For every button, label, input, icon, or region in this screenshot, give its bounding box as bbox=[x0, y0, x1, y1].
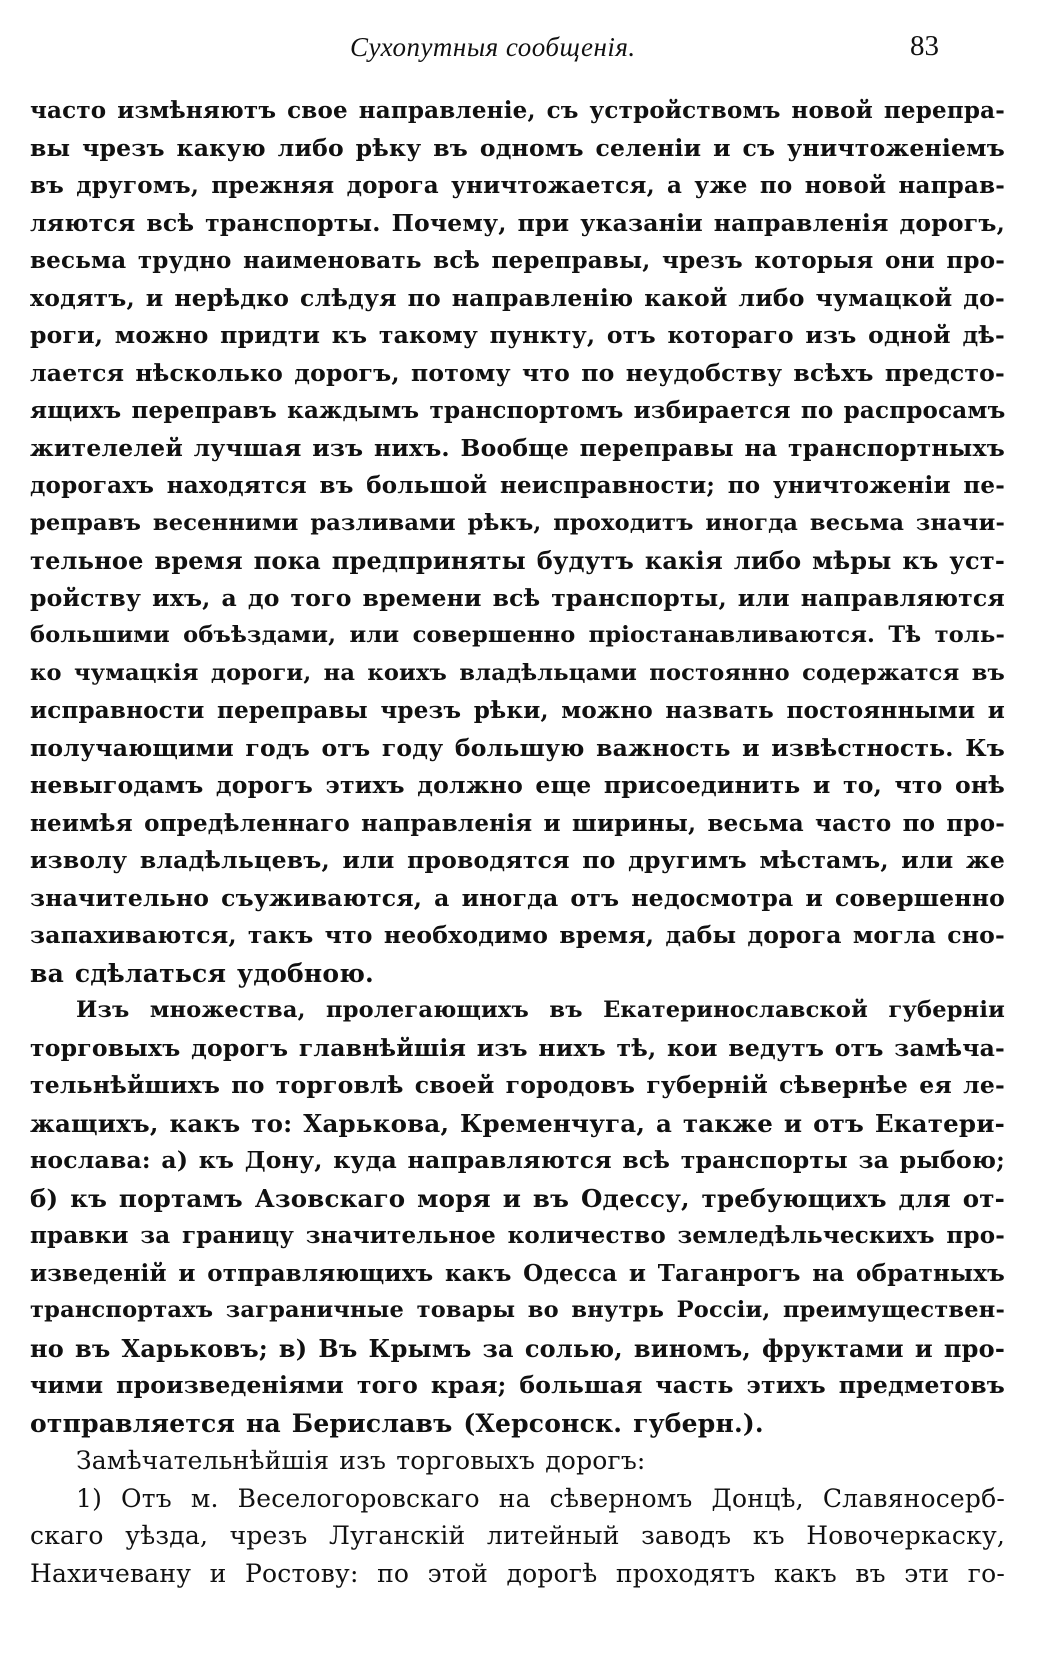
text-line: б) къ портамъ Азовскаго моря и въ Одессу, требующихъ для от- bbox=[30, 1183, 1005, 1213]
running-head bbox=[0, 30, 1061, 74]
body-text bbox=[30, 92, 1005, 1592]
text-line: нослава: а) къ Дону, куда направляются всѣ транспорты за рыбою; bbox=[30, 1146, 1005, 1174]
text-line: весьма трудно наименовать всѣ переправы, чрезъ которыя они про- bbox=[30, 247, 1005, 274]
text-line: торговыхъ дорогъ главнѣйшія изъ нихъ тѣ, кои ведутъ отъ замѣча- bbox=[30, 1033, 1005, 1062]
text-line: значительно съуживаются, а иногда отъ недосмотра и совершенно bbox=[30, 883, 1005, 912]
text-line: жащихъ, какъ то: Харькова, Кременчуга, а также и отъ Екатери- bbox=[30, 1108, 1005, 1138]
section-lead-line: Замѣчательнѣйшія изъ торговыхъ дорогъ: bbox=[76, 1446, 646, 1475]
page-number: 83 bbox=[910, 30, 939, 62]
text-line: роги, можно придти къ такому пункту, отъ котораго изъ одной дѣ- bbox=[30, 321, 1005, 349]
text-line: тельное время пока предприняты будутъ какія либо мѣры къ уст- bbox=[30, 546, 1005, 575]
text-line: ящихъ переправъ каждымъ транспортомъ избирается по распросамъ bbox=[30, 397, 1006, 424]
text-line: ходятъ, и нерѣдко слѣдуя по направленію какой либо чумацкой до- bbox=[30, 283, 1005, 312]
text-line: но въ Харьковъ; в) Въ Крымъ за солью, виномъ, фруктами и про- bbox=[30, 1333, 1005, 1363]
text-line: неимѣя опредѣленнаго направленія и ширины, весьма часто по про- bbox=[30, 809, 1005, 837]
running-title: Сухопутныя сообщенія. bbox=[350, 32, 636, 62]
text-line: Нахичевану и Ростову: по этой дорогѣ проходятъ какъ въ эти го- bbox=[30, 1558, 1005, 1588]
text-line: большими объѣздами, или совершенно пріостанавливаются. Тѣ толь- bbox=[30, 622, 1005, 648]
paragraph-start-line: Изъ множества, пролегающихъ въ Екатеринославской губерніи bbox=[76, 997, 1005, 1023]
text-line: тельнѣйшихъ по торговлѣ своей городовъ губерній сѣвернѣе ея ле- bbox=[30, 1071, 1005, 1099]
text-line: получающими годъ отъ году большую важность и извѣстность. Къ bbox=[30, 733, 1005, 762]
text-line: правки за границу значительное количество земледѣльческихъ про- bbox=[30, 1222, 1005, 1249]
text-line: реправъ весенними разливами рѣкъ, проходитъ иногда весьма значи- bbox=[30, 509, 1005, 536]
text-line: транспортахъ заграничные товары во внутрь Россіи, преимуществен- bbox=[30, 1297, 1005, 1323]
text-line: запахиваются, такъ что необходимо время, дабы дорога могла сно- bbox=[30, 921, 1005, 949]
text-line: изволу владѣльцевъ, или проводятся по другимъ мѣстамъ, или же bbox=[30, 846, 1005, 874]
text-line: лается нѣсколько дорогъ, потому что по неудобству всѣхъ предсто- bbox=[30, 358, 1005, 387]
text-line: жителелей лучшая изъ нихъ. Вообще переправы на транспортныхъ bbox=[30, 433, 1005, 462]
text-line: дорогахъ находятся въ большой неисправности; по уничтоженіи пе- bbox=[30, 472, 1005, 499]
text-line: ко чумацкія дороги, на коихъ владѣльцами постоянно содержатся въ bbox=[30, 659, 1005, 686]
text-line: часто измѣняютъ свое направленіе, съ устройствомъ новой перепра- bbox=[30, 97, 1005, 124]
text-line: невыгодамъ дорогъ этихъ должно еще присоединить и то, что онѣ bbox=[30, 771, 1005, 799]
list-item-start-line: 1) Отъ м. Веселогоровскаго на сѣверномъ Донцѣ, Славяносерб- bbox=[76, 1483, 1005, 1513]
text-line: изведеній и отправляющихъ какъ Одесса и Таганрогъ на обратныхъ bbox=[30, 1259, 1005, 1287]
paragraph-end-line: ва сдѣлаться удобною. bbox=[30, 958, 374, 988]
text-line: ройству ихъ, а до того времени всѣ транспорты, или направляются bbox=[30, 583, 1005, 612]
text-line: исправности переправы чрезъ рѣки, можно назвать постоянными и bbox=[30, 697, 1005, 724]
text-line: скаго уѣзда, чрезъ Луганскій литейный заводъ къ Новочеркаску, bbox=[30, 1521, 1005, 1550]
paragraph-end-line: отправляется на Бериславъ (Херсонск. губерн.). bbox=[30, 1408, 764, 1438]
text-line: чими произведеніями того края; большая часть этихъ предметовъ bbox=[30, 1371, 1005, 1399]
text-line: вы чрезъ какую либо рѣку въ одномъ селеніи и съ уничтоженіемъ bbox=[30, 133, 1005, 162]
text-line: ляются всѣ транспорты. Почему, при указаніи направленія дорогъ, bbox=[30, 208, 1005, 237]
text-line: въ другомъ, прежняя дорога уничтожается, а уже по новой направ- bbox=[30, 172, 1005, 199]
